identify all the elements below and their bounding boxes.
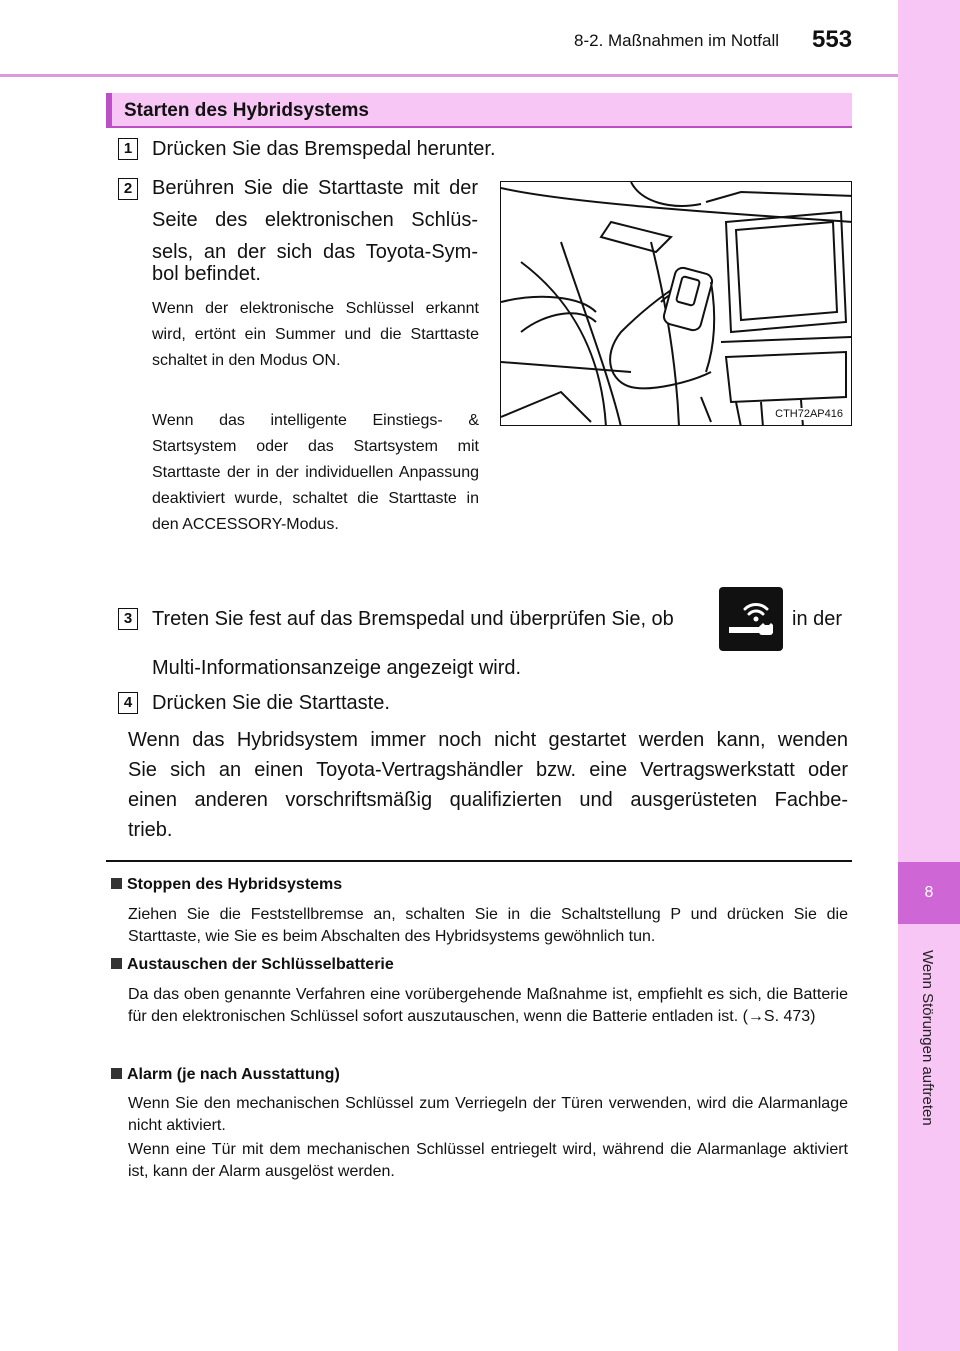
- chapter-label: Wenn Störungen auftreten: [919, 950, 936, 1126]
- step-3-text-a: Treten Sie fest auf das Bremspedal und überprüfen Sie, ob: [152, 608, 674, 630]
- paragraph-line-4: trieb.: [128, 819, 173, 841]
- note-heading-text: Alarm (je nach Ausstattung): [127, 1066, 340, 1083]
- illustration-key-on-start-button: [500, 181, 852, 426]
- note-heading-stop: [111, 876, 342, 894]
- note-body-alarm-2: Wenn eine Tür mit dem mechanischen Schlüssel entriegelt wird, während die Alarmanlage aktiviert ist, kann der Alarm ausgelöst werden.: [128, 1141, 848, 1180]
- note-bullet-icon: [111, 1068, 122, 1079]
- paragraph-line-2: Sie sich an einen Toyota-Vertragshändler bzw. eine Vertragswerkstatt oder: [128, 759, 848, 781]
- step-number-1: 1: [118, 138, 138, 160]
- note-heading-alarm: [111, 1066, 340, 1084]
- section-title: Starten des Hybridsystems: [124, 100, 369, 121]
- figure-code: CTH72AP416: [775, 408, 843, 420]
- note-bullet-icon: [111, 958, 122, 969]
- step-number-2: 2: [118, 178, 138, 200]
- note-body-alarm-1: Wenn Sie den mechanischen Schlüssel zum Verriegeln der Türen verwenden, wird die Alarmanlage nicht aktiviert.: [128, 1095, 848, 1134]
- steering-wheel-key-illustration: [501, 182, 852, 426]
- page-number: 553: [812, 26, 853, 53]
- step-number-3: 3: [118, 608, 138, 630]
- section-title-bar: [106, 93, 852, 127]
- step-3-text-line-2: Multi-Informationsanzeige angezeigt wird.: [152, 657, 522, 679]
- section-title-underline: [106, 126, 852, 128]
- note-bullet-icon: [111, 878, 122, 889]
- step-2-line-2: Seite des elektronischen Schlüs-: [152, 209, 478, 231]
- note-heading-text: Stoppen des Hybridsystems: [127, 876, 343, 893]
- step-4-text: Drücken Sie die Starttaste.: [152, 692, 390, 714]
- step-2-line-4: bol befindet.: [152, 263, 261, 285]
- note-body-battery: Da das oben genannte Verfahren eine vorübergehende Maßnahme ist, empfiehlt es sich, die Batterie für den elektronischen Schlüssel sofort auszutauschen, wenn die Batterie entladen ist. (→S. 473): [128, 986, 848, 1025]
- step-2-note-2: Wenn das intelligente Einstiegs- & Startsystem oder das Startsystem mit Starttaste der in der individuellen Anpassung deaktiviert wurde, schaltet die Starttaste in den ACCESSORY-Modus.: [152, 412, 479, 533]
- note-body-stop: Ziehen Sie die Feststellbremse an, schalten Sie in die Schaltstellung P und drücken Sie die Starttaste, wie Sie es beim Abschalten des Hybridsystems gewöhnlich tun.: [128, 906, 848, 945]
- note-heading-battery: [111, 956, 394, 974]
- step-2-note-1: Wenn der elektronische Schlüssel erkannt wird, ertönt ein Summer und die Starttaste schaltet in den Modus ON.: [152, 300, 479, 369]
- paragraph-line-3: einen anderen vorschriftsmäßig qualifizierten und ausgerüsteten Fachbe-: [128, 789, 848, 811]
- key-indicator-icon: [719, 587, 783, 651]
- step-number-4: 4: [118, 692, 138, 714]
- header-rule: [0, 74, 898, 77]
- section-reference: 8-2. Maßnahmen im Notfall: [574, 31, 780, 50]
- step-2-line-3: sels, an der sich das Toyota-Sym-: [152, 241, 478, 263]
- note-heading-text: Austauschen der Schlüsselbatterie: [127, 956, 394, 973]
- step-2-line-1: Berühren Sie die Starttaste mit der: [152, 177, 478, 199]
- chapter-side-tab: [898, 0, 960, 1351]
- paragraph-line-1: Wenn das Hybridsystem immer noch nicht gestartet werden kann, wenden: [128, 729, 848, 751]
- step-1-text: Drücken Sie das Bremspedal herunter.: [152, 138, 496, 160]
- step-3-text-b: in der: [792, 608, 843, 630]
- notes-divider: [106, 860, 852, 862]
- chapter-number: 8: [898, 862, 960, 924]
